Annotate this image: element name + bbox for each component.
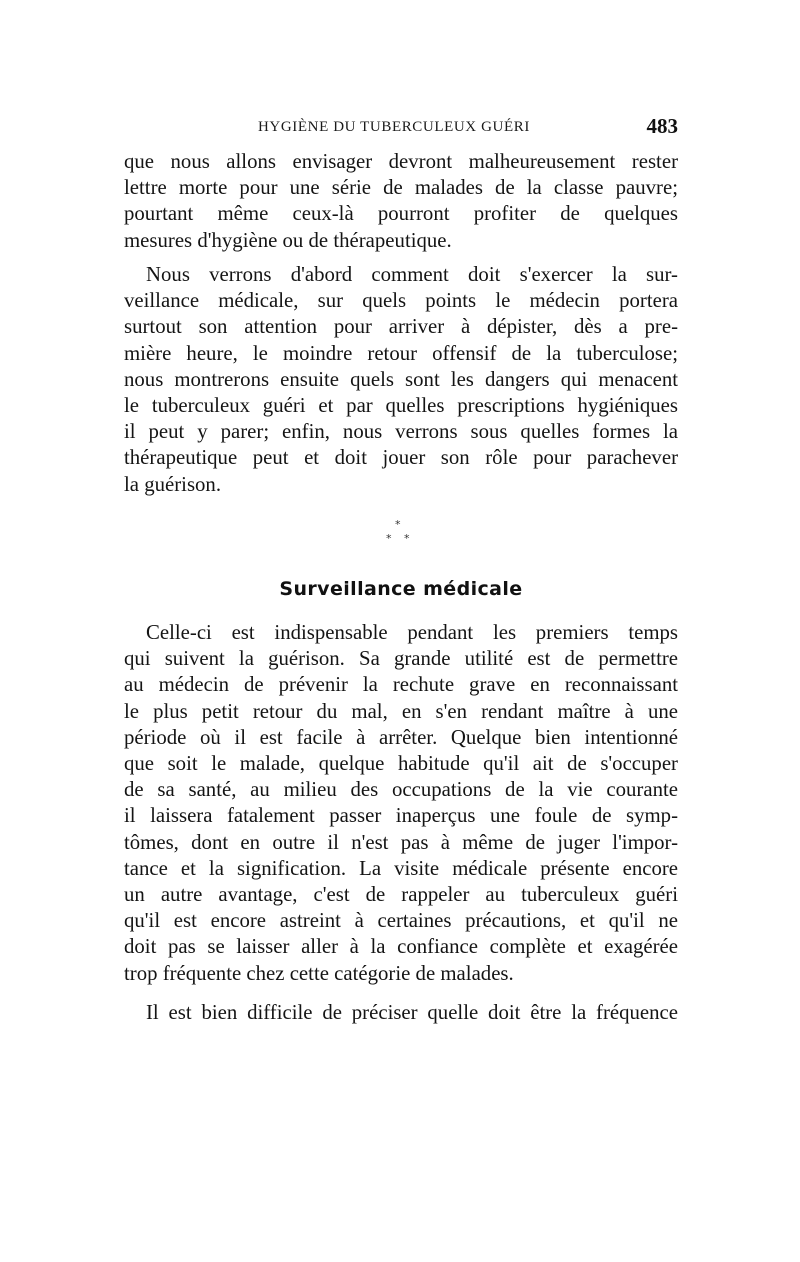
- text-line: surtout son attention pour arriver à dépister, dès a pre-: [124, 315, 678, 339]
- text-line: au médecin de prévenir la rechute grave en reconnaissant: [124, 673, 678, 697]
- paragraph-overview: [124, 262, 678, 498]
- text-line: nous montrerons ensuite quels sont les dangers qui menacent: [124, 367, 678, 391]
- text-line: trop fréquente chez cette catégorie de malades.: [124, 961, 514, 985]
- text-line: veillance médicale, sur quels points le médecin portera: [124, 289, 678, 313]
- page-number: 483: [646, 114, 678, 138]
- text-line: pourtant même ceux-là pourront profiter de quelques: [124, 202, 678, 226]
- paragraph-continuation: [124, 149, 678, 254]
- section-heading: Surveillance médicale: [279, 578, 523, 600]
- text-line: mière heure, le moindre retour offensif de la tuberculose;: [124, 341, 678, 365]
- asterism-star: *: [395, 518, 401, 531]
- text-line: Il est bien difficile de préciser quelle doit être la fréquence: [146, 1001, 678, 1024]
- text-line: mesures d'hygiène ou de thérapeutique.: [124, 228, 452, 252]
- text-line: thérapeutique peut et doit jouer son rôle pour parachever: [124, 446, 678, 470]
- text-line: il laissera fatalement passer inaperçus une foule de symp-: [124, 804, 678, 828]
- text-line: le tuberculeux guéri et par quelles prescriptions hygiéniques: [124, 394, 678, 418]
- text-line: de sa santé, au milieu des occupations de la vie courante: [124, 778, 678, 802]
- text-line: doit pas se laisser aller à la confiance complète et exagérée: [124, 935, 678, 959]
- text-line: période où il est facile à arrêter. Quelque bien intentionné: [124, 725, 678, 749]
- text-line: il peut y parer; enfin, nous verrons sous quelles formes la: [124, 420, 678, 444]
- asterism-star: *: [386, 532, 392, 545]
- text-line: lettre morte pour une série de malades de la classe pauvre;: [124, 176, 678, 200]
- text-line: Nous verrons d'abord comment doit s'exercer la sur-: [146, 263, 678, 286]
- running-header: [124, 112, 678, 142]
- paragraph-surveillance: [124, 620, 678, 987]
- text-line: qui suivent la guérison. Sa grande utilité est de permettre: [124, 647, 678, 671]
- text-line: tômes, dont en outre il n'est pas à même de juger l'impor-: [124, 830, 678, 854]
- asterism-star: *: [404, 532, 410, 545]
- paragraph-frequency: [124, 1000, 678, 1026]
- text-line: la guérison.: [124, 472, 222, 496]
- text-line: tance et la signification. La visite médicale présente encore: [124, 856, 678, 880]
- text-line: Celle-ci est indispensable pendant les premiers temps: [146, 621, 678, 644]
- text-line: qu'il est encore astreint à certaines précautions, et qu'il ne: [124, 909, 678, 933]
- text-line: le plus petit retour du mal, en s'en rendant maître à une: [124, 699, 678, 723]
- text-line: un autre avantage, c'est de rappeler au tuberculeux guéri: [124, 883, 678, 907]
- text-line: que soit le malade, quelque habitude qu'il ait de s'occuper: [124, 752, 678, 776]
- running-title: HYGIÈNE DU TUBERCULEUX GUÉRI: [258, 119, 530, 135]
- text-line: que nous allons envisager devront malheureusement rester: [124, 150, 678, 173]
- asterism-separator: [372, 518, 432, 562]
